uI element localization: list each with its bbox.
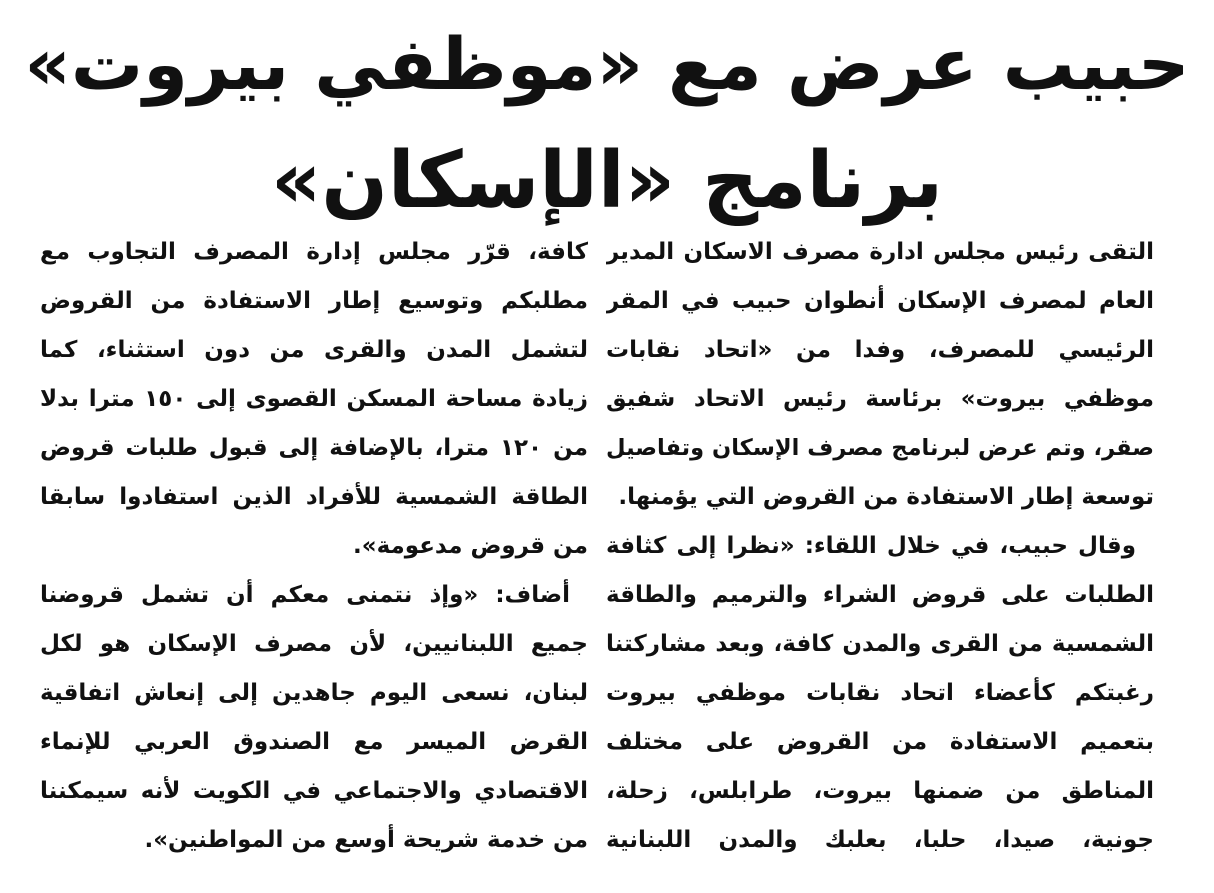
text-line: لبنان، نسعى اليوم جاهدين إلى إنعاش اتفاقية bbox=[40, 680, 588, 706]
text-line: جميع اللبنانيين، لأن مصرف الإسكان هو لكل bbox=[40, 631, 588, 657]
text-line: زيادة مساحة المسكن القصوى إلى ١٥٠ مترا بدلا bbox=[40, 386, 588, 412]
article-column-left bbox=[40, 228, 588, 865]
text-line: بتعميم الاستفادة من القروض على مختلف bbox=[606, 729, 1154, 755]
text-line: الطاقة الشمسية للأفراد الذين استفادوا سابقا bbox=[40, 484, 588, 510]
text-line: الاقتصادي والاجتماعي في الكويت لأنه سيمكننا bbox=[40, 778, 588, 804]
text-line: الشمسية من القرى والمدن كافة، وبعد مشاركتنا bbox=[606, 631, 1154, 657]
text-line: من قروض مدعومة». bbox=[353, 533, 588, 559]
text-line: من ١٢٠ مترا، بالإضافة إلى قبول طلبات قروض bbox=[40, 435, 588, 461]
text-line: أضاف: «وإذ نتمنى معكم أن تشمل قروضنا bbox=[40, 582, 570, 608]
text-line: الرئيسي للمصرف، وفدا من «اتحاد نقابات bbox=[606, 337, 1154, 363]
text-line: مطلبكم وتوسيع إطار الاستفادة من القروض bbox=[40, 288, 588, 314]
text-line: صقر، وتم عرض لبرنامج مصرف الإسكان وتفاصيل bbox=[606, 435, 1154, 461]
text-line: وقال حبيب، في خلال اللقاء: «نظرا إلى كثافة bbox=[606, 533, 1136, 559]
text-line: الطلبات على قروض الشراء والترميم والطاقة bbox=[606, 582, 1154, 608]
headline-line-2: برنامج «الإسكان» bbox=[270, 136, 944, 226]
text-line: جونية، صيدا، حلبا، بعلبك والمدن اللبنانية bbox=[606, 827, 1154, 853]
text-line: رغبتكم كأعضاء اتحاد نقابات موظفي بيروت bbox=[606, 680, 1154, 706]
text-line: لتشمل المدن والقرى من دون استثناء، كما bbox=[40, 337, 588, 363]
text-line: التقى رئيس مجلس ادارة مصرف الاسكان المدير bbox=[606, 239, 1154, 265]
text-line: القرض الميسر مع الصندوق العربي للإنماء bbox=[40, 729, 588, 755]
headline-line-1: حبيب عرض مع «موظفي بيروت» bbox=[24, 22, 1190, 106]
text-line: كافة، قرّر مجلس إدارة المصرف التجاوب مع bbox=[40, 239, 588, 265]
text-line: من خدمة شريحة أوسع من المواطنين». bbox=[144, 827, 588, 853]
text-line: المناطق من ضمنها بيروت، طرابلس، زحلة، bbox=[606, 778, 1154, 804]
text-line: العام لمصرف الإسكان أنطوان حبيب في المقر bbox=[606, 288, 1154, 314]
text-line: توسعة إطار الاستفادة من القروض التي يؤمنها. bbox=[618, 484, 1154, 510]
text-line: موظفي بيروت» برئاسة رئيس الاتحاد شفيق bbox=[606, 386, 1154, 412]
article-column-right bbox=[606, 228, 1154, 865]
